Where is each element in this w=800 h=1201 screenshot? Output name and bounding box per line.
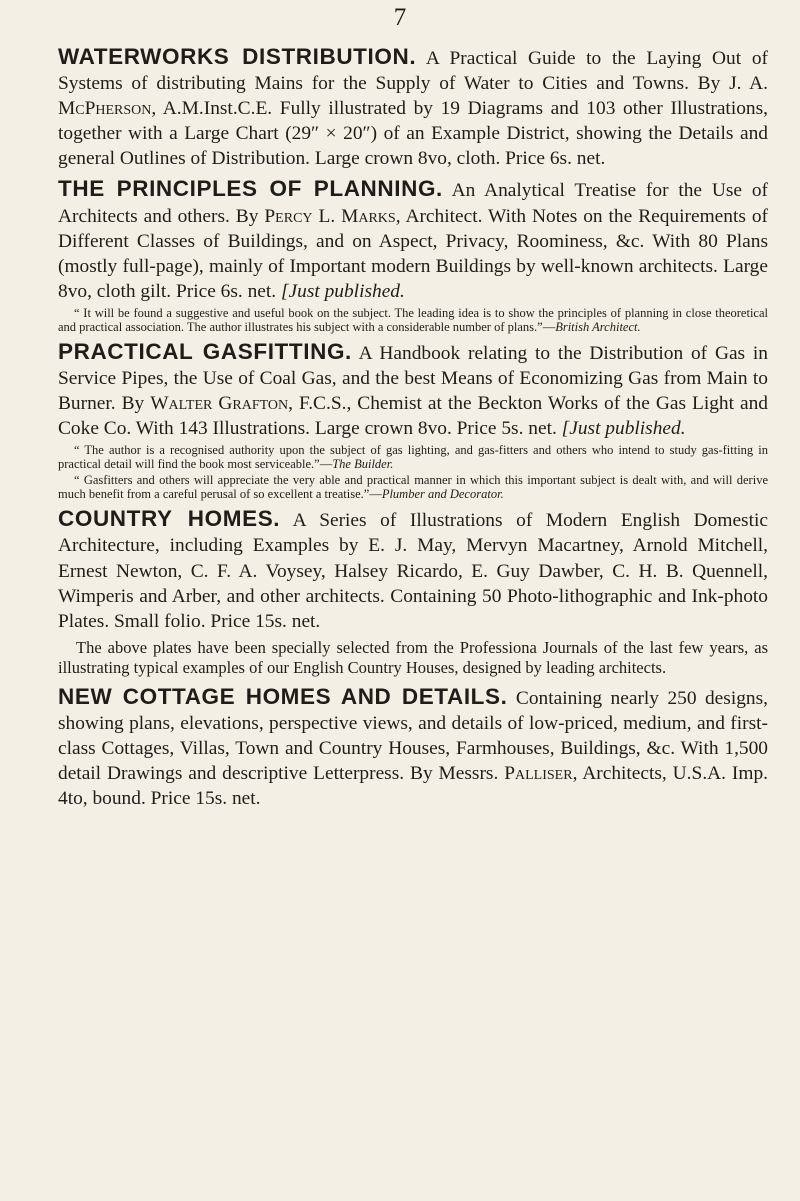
book-entry-new-cottage-homes: [58, 684, 768, 811]
press-review: [58, 443, 768, 471]
description-text: , A.M.Inst.C.E. Fully illustrated by 19 Diagrams and 103 other Illustrations, together with a Large Chart (29″ × 20″) of an Example District, showing the Details and general Outlines of Distribution. Large crown 8vo, cloth. Price 6s. net.: [58, 98, 768, 170]
author-name: Palliser: [504, 763, 573, 785]
author-name: McPherson: [58, 98, 152, 120]
entry-description: [58, 684, 768, 811]
page-number: 7: [393, 4, 407, 31]
entry-description: [58, 506, 768, 633]
description-text: , Architect. With Notes on the Requirements of Different Classes of Buildings, and on Aspect, Privacy, Roominess, &c. With 80 Plans (mostly full-page), mainly of Important modern Buildings by well-known architects. Large 8vo, cloth gilt. Price 6s. net.: [58, 205, 769, 302]
publication-status: [Just published.: [280, 280, 405, 302]
press-review: [58, 473, 768, 501]
description-text: A Series of Illustrations of Modern English Domestic Architecture, including Examples by E. J. May, Mervyn Macartney, Arnold Mitchell, Ernest Newton, C. F. A. Voysey, Halsey Ricardo, E. Guy Dawber, C. H. B. Quennell, Wimperis and Arber, and other architects. Containing 50 Photo-lithographic and Ink-photo Plates. Small folio. Price 15s. net.: [58, 510, 768, 632]
book-entry-country-homes: [58, 506, 768, 677]
book-entry-practical-gasfitting: [58, 339, 768, 501]
book-entry-principles-of-planning: [58, 176, 768, 333]
book-title: NEW COTTAGE HOMES AND DETAILS.: [58, 683, 508, 709]
description-text: , F.C.S., Chemist at the Beckton Works of the Gas Light and Coke Co. With 143 Illustrations. Large crown 8vo. Price 5s. net.: [58, 393, 768, 440]
description-text: An Analytical Treatise for the Use of Architects and others. By: [58, 180, 768, 227]
book-title: THE PRINCIPLES OF PLANNING.: [58, 176, 443, 202]
review-quote: “ It will be found a suggestive and useful book on the subject. The leading idea is to show the principles of planning in close theoretical and practical association. The author illustrates his subject with a considerable number of plans.”—: [58, 305, 768, 334]
book-title: COUNTRY HOMES.: [58, 506, 281, 532]
entry-description: [58, 176, 768, 303]
review-quote: “ The author is a recognised authority upon the subject of gas lighting, and gas-fitters and others who intend to study gas-fitting in practical detail will find the book most serviceable.”—: [58, 443, 768, 472]
entry-description: [58, 44, 768, 171]
description-text: , Architects, U.S.A. Imp. 4to, bound. Price 15s. net.: [58, 763, 768, 810]
review-source: British Architect.: [555, 319, 641, 334]
book-title: PRACTICAL GASFITTING.: [58, 338, 352, 364]
review-source: Plumber and Decorator.: [381, 487, 504, 502]
press-review: [58, 306, 768, 334]
book-list: [58, 44, 768, 816]
author-name: Walter Grafton: [150, 393, 289, 415]
publication-status: [Just published.: [561, 418, 686, 440]
description-text: A Handbook relating to the Distribution of Gas in Service Pipes, the Use of Coal Gas, and the best Means of Economizing Gas from Main to Burner. By: [58, 342, 768, 415]
entry-description: [58, 339, 768, 441]
author-name: Percy L. Marks: [264, 205, 396, 227]
review-quote: “ Gasfitters and others will appreciate the very able and practical manner in which this important subject is dealt with, and will derive much benefit from a careful perusal of so excellent a treatise.”—: [58, 473, 768, 502]
review-source: The Builder.: [332, 457, 394, 472]
description-text: Containing nearly 250 designs, showing plans, elevations, perspective views, and details of low-priced, medium, and first-class Cottages, Villas, Town and Country Houses, Farmhouses, Buildings, &c. With 1,500 detail Drawings and descriptive Letterpress. By Messrs.: [58, 687, 769, 785]
book-title: WATERWORKS DISTRIBUTION.: [58, 44, 417, 69]
description-text: A Practical Guide to the Laying Out of Systems of distributing Mains for the Supply of Water to Cities and Towns. By J. A.: [58, 48, 768, 95]
book-entry-waterworks-distribution: [58, 44, 768, 171]
entry-note: The above plates have been specially selected from the Professiona Journals of the last few years, as illustrating typical examples of our English Country Houses, designed by leading architects.: [58, 637, 768, 677]
